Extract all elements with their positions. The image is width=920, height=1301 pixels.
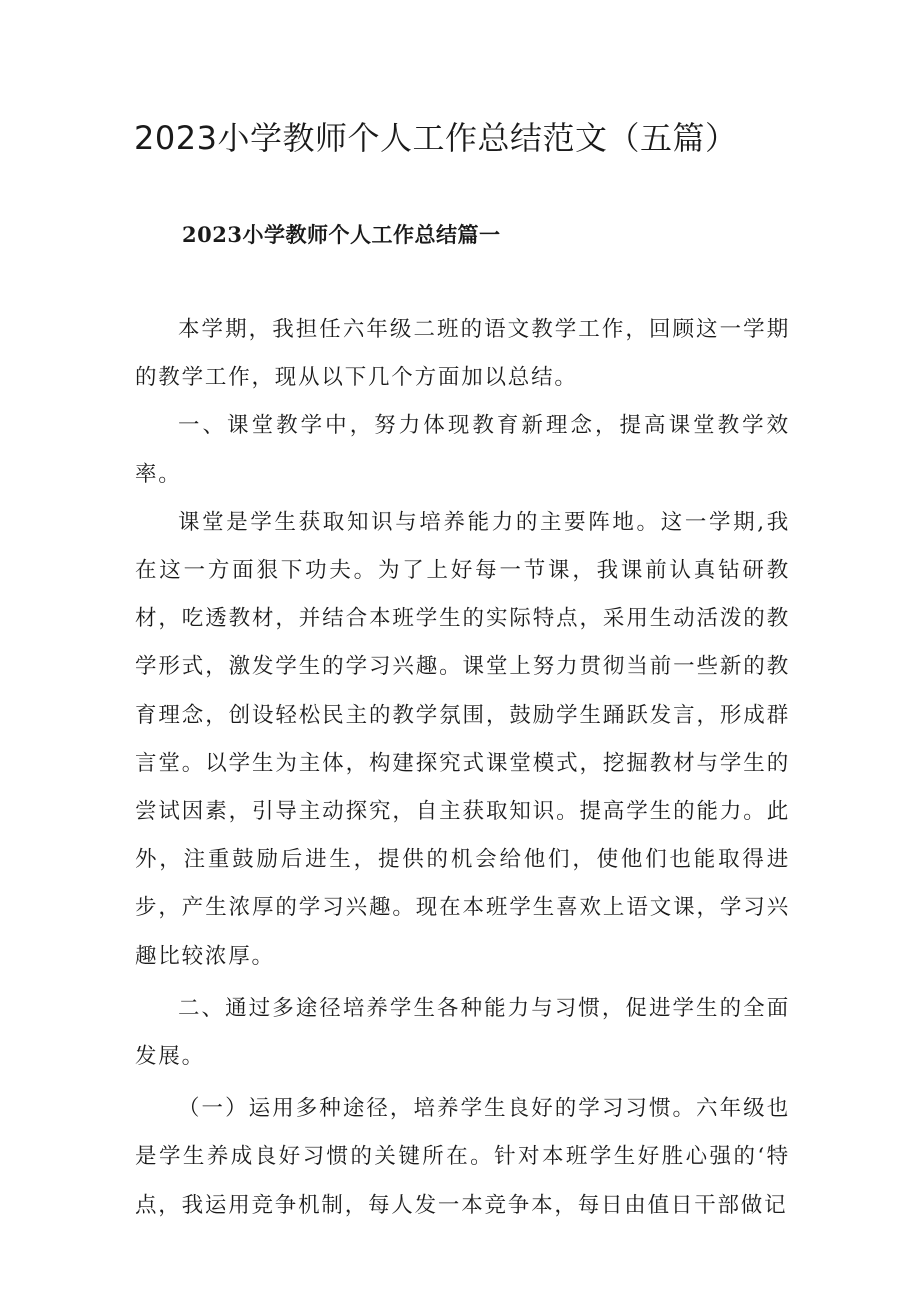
- paragraph-classroom: 课堂是学生获取知识与培养能力的主要阵地。这一学期,我在这一方面狠下功夫。为了上好每一节课，我课前认真钻研教材，吃透教材，并结合本班学生的实际特点，采用生动活泼的教学形式，激发学生的学习兴趣。课堂上努力贯彻当前一些新的教育理念，创设轻松民主的教学氛围，鼓励学生踊跃发言，形成群言堂。以学生为主体，构建探究式课堂模式，挖掘教材与学生的尝试因素，引导主动探究，自主获取知识。提高学生的能力。此外，注重鼓励后进生，提供的机会给他们，使他们也能取得进步，产生浓厚的学习兴趣。现在本班学生喜欢上语文课，学习兴趣比较浓厚。: [135, 509, 790, 969]
- section-heading: 2023小学教师个人工作总结篇一: [182, 222, 501, 247]
- paragraph-point-one: 一、课堂教学中，努力体现教育新理念，提高课堂教学效率。: [135, 413, 790, 487]
- paragraph-intro: 本学期，我担任六年级二班的语文教学工作，回顾这一学期的教学工作，现从以下几个方面加以总结。: [135, 317, 790, 391]
- document-body: [135, 306, 790, 1230]
- paragraph-habits: （一）运用多种途径，培养学生良好的学习习惯。六年级也是学生养成良好习惯的关键所在。针对本班学生好胜心强的‘特点，我运用竞争机制，每人发一本竞争本，每日由值日干部做记: [135, 1096, 790, 1218]
- paragraph-point-two: 二、通过多途径培养学生各种能力与习惯，促进学生的全面发展。: [135, 995, 790, 1070]
- document-title: 2023小学教师个人工作总结范文（五篇）: [134, 119, 738, 157]
